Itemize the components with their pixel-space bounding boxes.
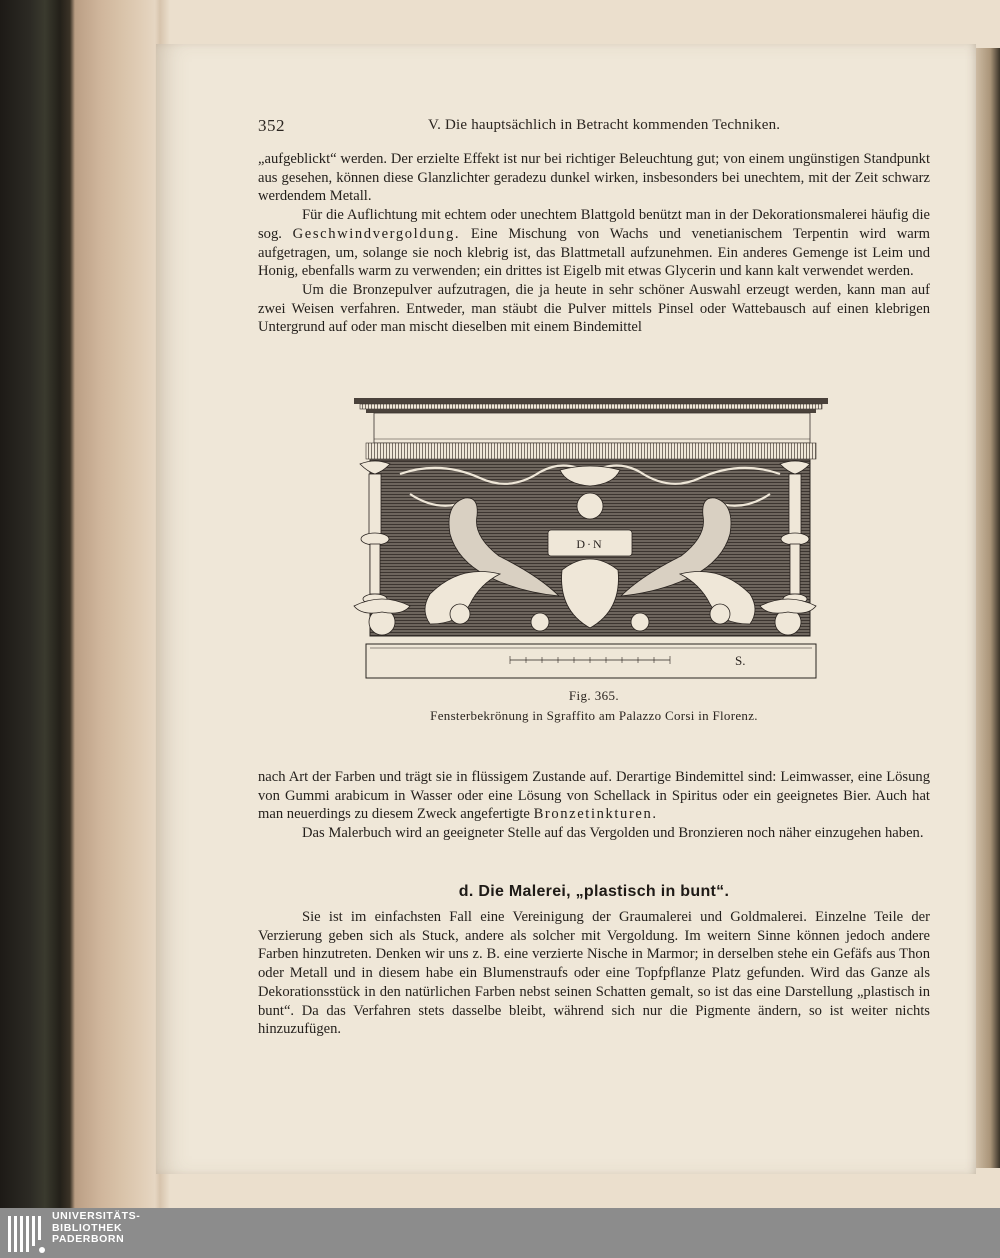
paragraph: Sie ist im einfachsten Fall eine Vereinigung der Graumalerei und Goldmalerei. Einzelne Teile der Verzierung geben sich als Stuck, andere als solcher mit Vergoldung. Im weitern Sinne können jedoch andere Farben hinzutreten. Denken wir uns z. B. eine verzierte Nische in Marmor; in derselben stehe ein Gefäfs aus Thon oder Metall und in diesem habe ein Blumenstraufs oder eine Topfpflanze Platz gefunden. Wird das Ganze als Dekorationsstück in den natürlichen Farben nebst seinen Schatten gemalt, so ist das eine Darstellung „plastisch in bunt“. Da das Verfahren stets dasselbe bleibt, während sich nur die Pigmente ändern, so ist weiter nichts hinzuzufügen. [258,909,930,1038]
text-block-top [258,150,930,337]
library-logo-icon [6,1212,48,1256]
library-name-line: UNIVERSITÄTS- [52,1210,141,1222]
library-name [52,1211,140,1246]
paragraph [258,206,930,281]
running-head: V. Die hauptsächlich in Betracht kommenden Techniken. [428,117,781,133]
page-header [258,116,930,140]
text-block-bottom [258,908,930,1039]
text-run: nach Art der Farben und trägt sie in flüssigem Zustande auf. Derartige Bindemittel sind: Leimwasser, eine Lösung von Gummi arabicum in Wasser oder eine Lösung von Schellack in Spiritus oder ein geeignetes Bier. Auch hat man neuerdings zu diesem Zweck angefertigte [258,769,930,823]
page-edge [976,48,1000,1168]
library-footer-bar [0,1208,1000,1258]
text-block-middle [258,768,930,843]
paragraph: Um die Bronzepulver aufzutragen, die ja heute in sehr schöner Auswahl erzeugt werden, kann man auf zwei Weisen verfahren. Entweder, man stäubt die Pulver mittels Pinsel oder Wattebausch auf einen klebrigen Untergrund auf oder man mischt dieselben mit einem Bindemittel [258,281,930,336]
text-run: Eine Mischung von Wachs und venetianischem Terpentin wird warm aufgetragen, um, solange sie noch klebrig ist, das Blattmetall aufzunehmen. Ein anderes Gemenge ist Leim und Honig, ebenfalls warm zu verwenden; ein drittes ist Eigelb mit etwas Glycerin und kann kalt verwendet werden. [258,225,930,280]
library-name-line: BIBLIOTHEK [52,1221,123,1234]
artist-signature: S. [735,653,746,668]
page-number: 352 [258,116,285,135]
paragraph: Das Malerbuch wird an geeigneter Stelle auf das Vergolden und Bronzieren noch näher einzugehen haben. [302,825,924,842]
paragraph [258,768,930,824]
sgraffito-illustration [340,394,840,684]
emphasized-term: Bronzetinkturen. [533,806,658,823]
paragraph: „aufgeblickt“ werden. Der erzielte Effekt ist nur bei richtiger Beleuchtung gut; von einem ungünstigen Standpunkt aus gesehen, können diese Glanzlichter geradezu dunkel wirken, insbesonders bei unechtem, mit der Zeit schwarz werdendem Metall. [258,151,930,205]
section-heading: d. Die Malerei, „plastisch in bunt“. [458,883,730,900]
plaque-inscription: D·N [576,537,604,551]
figure-number: Fig. 365. [568,688,620,703]
library-name-line: PADERBORN [52,1233,125,1245]
figure-caption: Fensterbekrönung in Sgraffito am Palazzo Corsi in Florenz. [430,708,758,723]
emphasized-term: Geschwindvergoldung. [292,225,461,242]
text-run: Für die Auflichtung mit echtem oder unechtem Blattgold benützt man in der Dekorationsmalerei häufig die sog. [258,207,930,242]
